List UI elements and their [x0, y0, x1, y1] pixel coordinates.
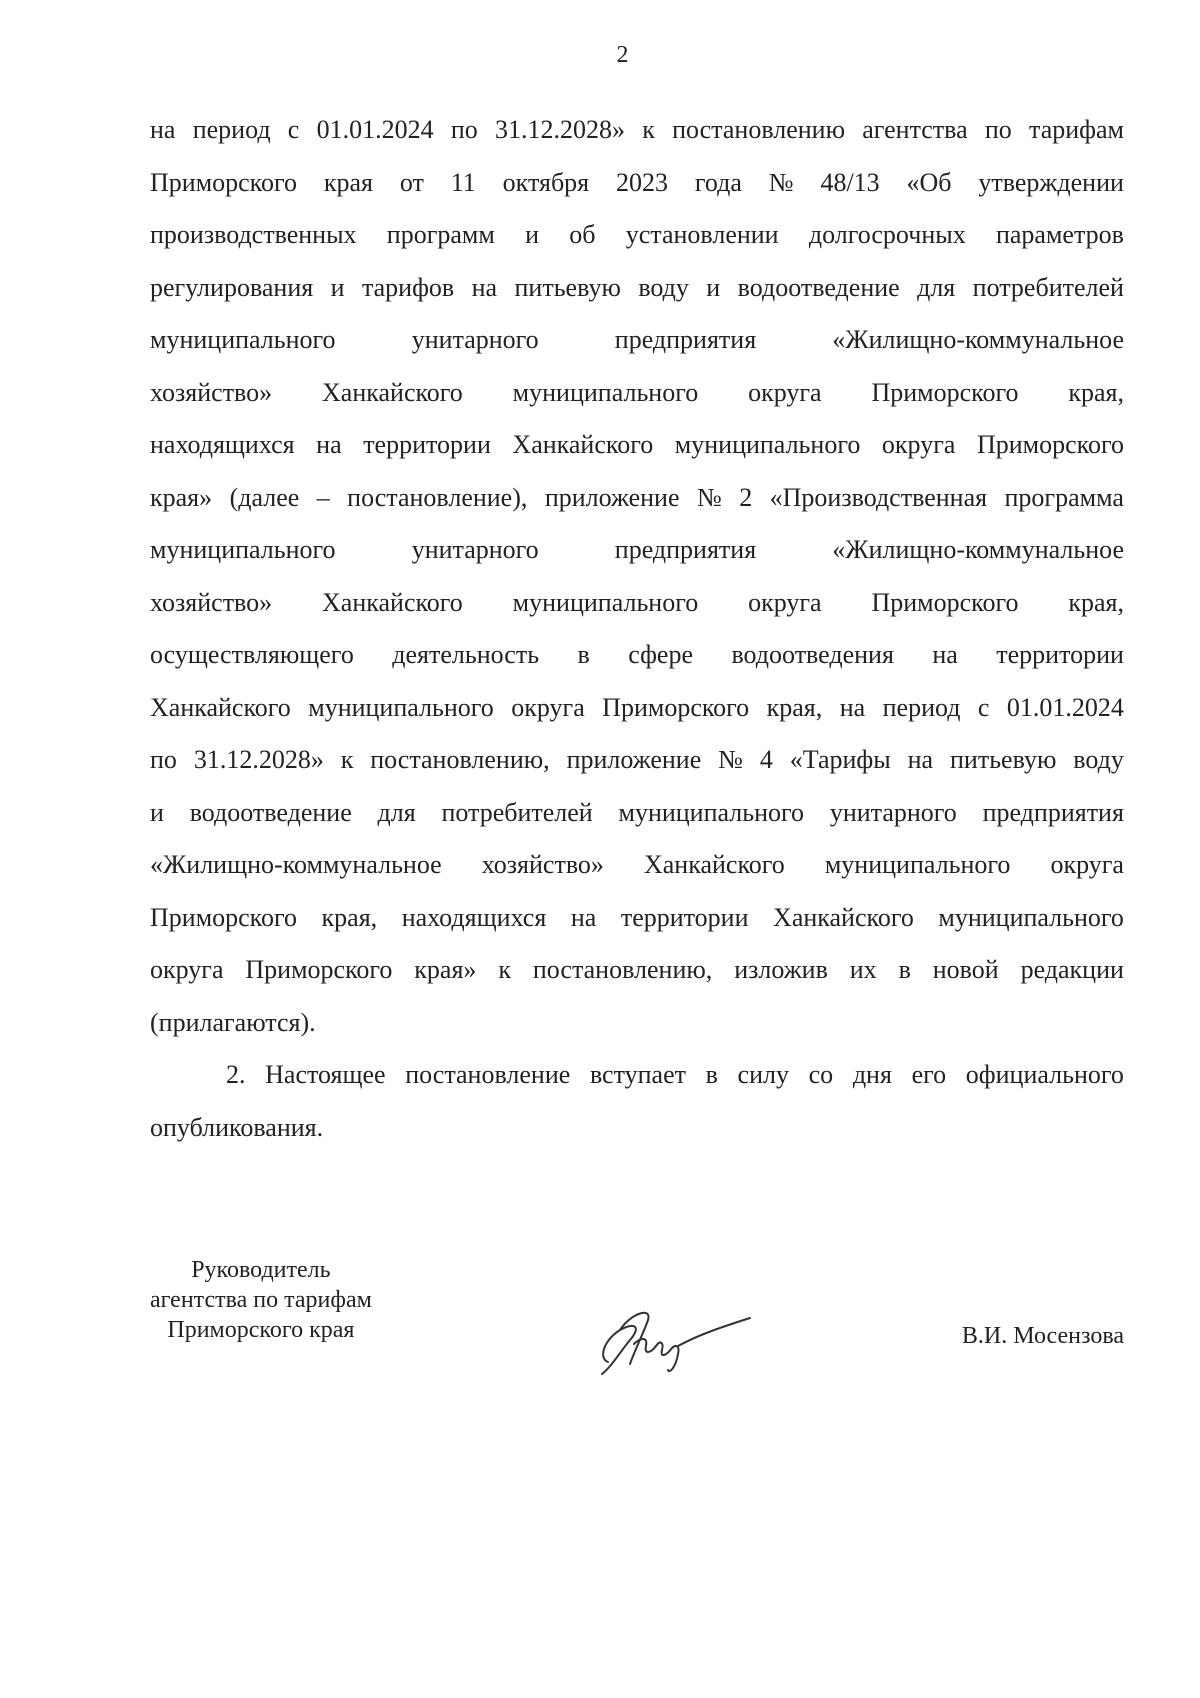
word: Ханкайского: [322, 377, 463, 407]
signature-title-line: Руководитель: [191, 1257, 331, 1283]
word: 01.01.2024: [1006, 692, 1124, 722]
body-line: [150, 320, 1124, 373]
word: Ханкайского: [773, 902, 914, 932]
word: к: [340, 745, 354, 774]
word: утверждении: [978, 167, 1124, 197]
word: установлении: [625, 220, 779, 249]
word: «Производственная: [769, 482, 988, 512]
page-number: 2: [616, 42, 629, 68]
word: округа: [881, 430, 956, 459]
word: к: [498, 955, 511, 984]
word: период: [882, 692, 961, 722]
word: агентства: [862, 115, 968, 144]
word: Ханкайского: [150, 692, 291, 722]
word: в: [705, 1060, 718, 1089]
word: для: [917, 272, 956, 302]
word: по: [984, 115, 1012, 144]
word: Приморского: [150, 167, 298, 197]
word: унитарного: [411, 325, 539, 354]
word: в: [898, 955, 911, 984]
word: 01.01.2024: [316, 115, 434, 144]
word: 48/13: [820, 167, 880, 197]
body-line: [150, 425, 1124, 478]
word: находящихся: [401, 902, 547, 932]
word: муниципального: [824, 850, 1011, 879]
word: предприятия: [614, 535, 757, 564]
word: муниципального: [674, 430, 861, 459]
word: постановлению: [672, 115, 846, 144]
word: водоотведение: [737, 272, 900, 302]
word: на: [570, 902, 597, 932]
word: муниципального: [308, 692, 494, 722]
word: приложение: [566, 745, 702, 774]
word: хозяйство»: [481, 850, 604, 879]
word: постановлению,: [532, 955, 713, 984]
word: муниципального: [150, 325, 336, 354]
word: края»: [150, 482, 213, 512]
word: «Жилищно-коммунальное: [832, 325, 1124, 354]
word: муниципального: [618, 797, 805, 827]
word: территории: [620, 902, 749, 932]
word: программ: [386, 220, 495, 249]
word: 2: [739, 482, 753, 512]
word: вступает: [589, 1060, 686, 1089]
word: Приморского: [871, 377, 1019, 407]
word: 2.: [226, 1060, 246, 1089]
word: Приморского: [976, 430, 1124, 459]
word: муниципального: [150, 535, 336, 564]
word: Приморского: [150, 902, 298, 932]
word: округа: [1050, 850, 1124, 879]
word: 11: [450, 167, 476, 197]
word: округа: [150, 955, 224, 984]
word: унитарного: [829, 797, 957, 827]
word: края»: [414, 955, 477, 984]
word: Приморского: [602, 692, 750, 722]
body-line: [150, 688, 1124, 741]
word: потребителей: [972, 272, 1124, 302]
word: с: [287, 115, 300, 144]
word: тарифам: [1029, 115, 1124, 144]
word: 31.12.2028»: [494, 115, 625, 144]
word: края,: [321, 902, 378, 932]
word: производственных: [150, 220, 357, 249]
word: его: [911, 1060, 947, 1089]
word: в: [577, 640, 590, 669]
word: воду: [638, 272, 689, 302]
word: муниципального: [512, 587, 699, 617]
body-line: [150, 373, 1124, 426]
word: дня: [852, 1060, 892, 1089]
word: питьевую: [514, 272, 621, 302]
word: от: [399, 167, 424, 197]
word: на: [839, 692, 866, 722]
word: территории: [363, 430, 491, 459]
word: «Тарифы: [789, 745, 891, 774]
word: года: [694, 167, 742, 197]
body-line: [150, 110, 1124, 163]
word: питьевую: [950, 745, 1057, 774]
body-line: (прилагаются).: [150, 1007, 316, 1037]
word: №: [768, 167, 794, 197]
word: хозяйство»: [150, 377, 273, 407]
word: постановлению,: [370, 745, 550, 774]
word: края,: [1068, 587, 1124, 617]
word: регулирования: [150, 272, 314, 302]
word: октября: [502, 167, 590, 197]
signature-title-line: агентства по тарифам: [150, 1287, 372, 1313]
word: 4: [759, 745, 773, 774]
word: муниципального: [938, 902, 1124, 932]
word: «Об: [906, 167, 952, 197]
word: на: [316, 430, 342, 459]
body-line: опубликования.: [150, 1112, 324, 1142]
word: №: [718, 745, 743, 774]
word: изложив: [734, 955, 828, 984]
word: об: [569, 220, 596, 249]
word: Ханкайского: [322, 587, 463, 617]
word: на: [907, 745, 934, 774]
word: №: [696, 482, 722, 512]
word: редакции: [1020, 955, 1124, 984]
word: официального: [965, 1060, 1124, 1089]
body-line: [150, 215, 1124, 268]
word: «Жилищно-коммунальное: [832, 535, 1124, 564]
word: на: [150, 115, 176, 144]
word: приложение: [544, 482, 680, 512]
word: на: [471, 272, 498, 302]
signer-name: В.И. Мосензова: [961, 1323, 1124, 1349]
body-line: [150, 583, 1124, 636]
word: округа: [748, 587, 822, 617]
word: деятельность: [392, 640, 540, 669]
word: потребителей: [441, 797, 593, 827]
word: их: [849, 955, 877, 984]
word: унитарного: [411, 535, 539, 564]
body-line: [150, 740, 1124, 793]
word: предприятия: [614, 325, 757, 354]
body-text: [150, 110, 1124, 1160]
word: и: [706, 272, 721, 302]
word: для: [377, 797, 416, 827]
word: с: [977, 692, 990, 722]
word: территории: [996, 640, 1124, 669]
word: параметров: [995, 220, 1124, 249]
body-line: [150, 898, 1124, 951]
word: муниципального: [512, 377, 699, 407]
word: предприятия: [982, 797, 1124, 827]
word: тарифов: [361, 272, 455, 302]
word: на: [932, 640, 958, 669]
word: 2023: [616, 167, 668, 197]
word: водоотведения: [731, 640, 894, 669]
body-line: [150, 635, 1124, 688]
word: сфере: [628, 640, 694, 669]
word: Настоящее: [265, 1060, 386, 1089]
word: Ханкайского: [512, 430, 654, 459]
word: со: [808, 1060, 834, 1089]
word: по: [150, 745, 177, 774]
word: Приморского: [871, 587, 1019, 617]
word: к: [642, 115, 655, 144]
word: период: [192, 115, 271, 144]
word: края,: [766, 692, 823, 722]
body-line: [150, 478, 1124, 531]
signature-title-line: Приморского края: [167, 1317, 355, 1343]
word: по: [450, 115, 478, 144]
body-line: [150, 163, 1124, 216]
body-line: [150, 1055, 1124, 1108]
word: –: [316, 482, 330, 512]
word: края: [323, 167, 374, 197]
word: 31.12.2028»: [193, 745, 324, 774]
word: воду: [1073, 745, 1124, 774]
word: Приморского: [245, 955, 393, 984]
word: постановление),: [347, 482, 528, 512]
word: и: [525, 220, 539, 249]
word: хозяйство»: [150, 587, 273, 617]
word: находящихся: [150, 430, 295, 459]
word: новой: [932, 955, 999, 984]
word: постановление: [405, 1060, 571, 1089]
body-line: [150, 530, 1124, 583]
word: (далее: [229, 482, 300, 512]
body-line: [150, 268, 1124, 321]
word: силу: [737, 1060, 789, 1089]
word: Ханкайского: [643, 850, 785, 879]
word: программа: [1004, 482, 1124, 512]
word: и: [330, 272, 345, 302]
word: края,: [1068, 377, 1124, 407]
word: округа: [748, 377, 822, 407]
word: «Жилищно-коммунальное: [150, 850, 442, 879]
body-line: [150, 845, 1124, 898]
word: осуществляющего: [150, 640, 354, 669]
word: и: [150, 797, 164, 827]
word: округа: [511, 692, 585, 722]
body-line: [150, 793, 1124, 846]
word: долгосрочных: [808, 220, 966, 249]
word: водоотведение: [189, 797, 352, 827]
body-line: [150, 950, 1124, 1003]
